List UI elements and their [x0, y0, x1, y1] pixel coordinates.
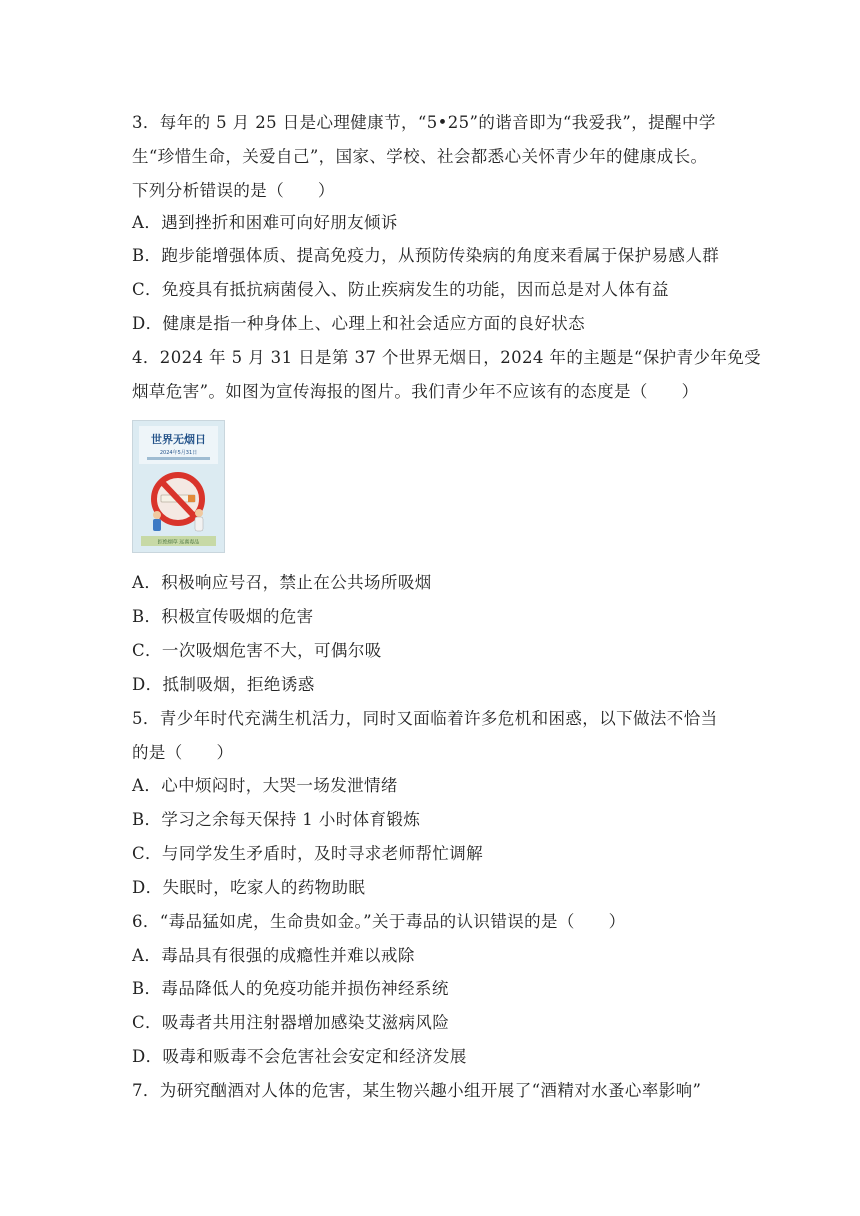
- q3-option-c: C．免疫具有抵抗病菌侵入、防止疾病发生的功能，因而总是对人体有益: [132, 280, 669, 299]
- q3-stem-line-3: 下列分析错误的是（ ）: [132, 181, 335, 200]
- q3-option-a: A．遇到挫折和困难可向好朋友倾诉: [132, 213, 398, 232]
- q3-option-b: B．跑步能增强体质、提高免疫力，从预防传染病的角度来看属于保护易感人群: [132, 246, 720, 265]
- no-smoking-poster-image: [132, 420, 225, 553]
- q3-stem-line-2: 生“珍惜生命，关爱自己”，国家、学校、社会都悉心关怀青少年的健康成长。: [132, 147, 708, 166]
- q4-stem-line-2: 烟草危害”。如图为宣传海报的图片。我们青少年不应该有的态度是（ ）: [132, 382, 699, 401]
- q3-option-d: D．健康是指一种身体上、心理上和社会适应方面的良好状态: [132, 314, 586, 333]
- q5-option-c: C．与同学发生矛盾时，及时寻求老师帮忙调解: [132, 844, 484, 863]
- q5-stem-line-2: 的是（ ）: [132, 743, 234, 762]
- q6-option-a: A．毒品具有很强的成瘾性并难以戒除: [132, 946, 415, 965]
- q6-stem-line-1: 6．“毒品猛如虎，生命贵如金。”关于毒品的认识错误的是（ ）: [132, 912, 626, 931]
- q4-stem-line-1: 4．2024 年 5 月 31 日是第 37 个世界无烟日，2024 年的主题是“保护青少年免受: [132, 348, 762, 367]
- q5-stem-line-1: 5．青少年时代充满生机活力，同时又面临着许多危机和困惑，以下做法不恰当: [132, 709, 718, 728]
- q5-option-d: D．失眠时，吃家人的药物助眠: [132, 878, 366, 897]
- q4-option-c: C．一次吸烟危害不大，可偶尔吸: [132, 641, 382, 660]
- q4-option-a: A．积极响应号召，禁止在公共场所吸烟: [132, 573, 432, 592]
- q4-option-b: B．积极宣传吸烟的危害: [132, 607, 314, 626]
- q5-option-b: B．学习之余每天保持 1 小时体育锻炼: [132, 810, 421, 829]
- poster-title: 世界无烟日: [151, 433, 206, 446]
- q3-stem-line-1: 3．每年的 5 月 25 日是心理健康节，“5•25”的谐音即为“我爱我”，提醒中学: [132, 113, 716, 132]
- poster-date: 2024年5月31日: [159, 450, 198, 456]
- no-smoking-sign-icon: [154, 475, 202, 523]
- q6-option-c: C．吸毒者共用注射器增加感染艾滋病风险: [132, 1013, 450, 1032]
- q5-option-a: A．心中烦闷时，大哭一场发泄情绪: [132, 776, 398, 795]
- q6-option-d: D．吸毒和贩毒不会危害社会安定和经济发展: [132, 1047, 467, 1066]
- q4-option-d: D．抵制吸烟，拒绝诱惑: [132, 675, 315, 694]
- q6-option-b: B．毒品降低人的免疫功能并损伤神经系统: [132, 979, 449, 998]
- poster-slogan: 拒绝烟草 远离毒品: [157, 539, 200, 546]
- q7-stem-line-1: 7．为研究酗酒对人体的危害，某生物兴趣小组开展了“酒精对水蚤心率影响”: [132, 1081, 702, 1100]
